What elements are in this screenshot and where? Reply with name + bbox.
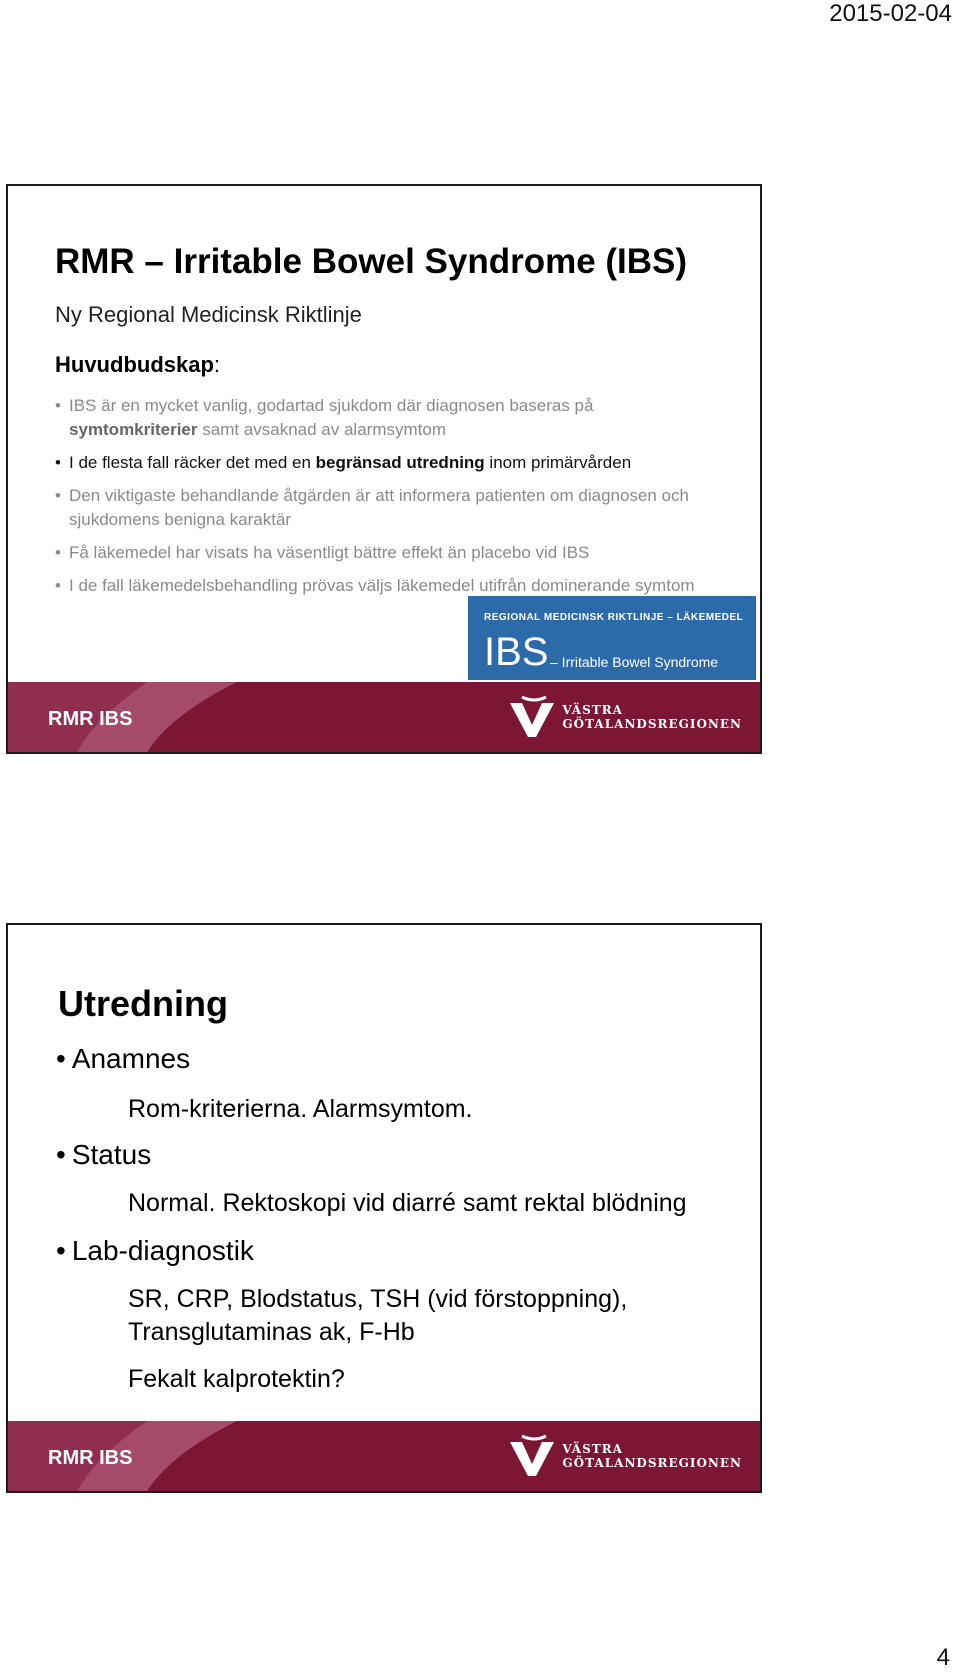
page-date: 2015-02-04	[829, 0, 952, 27]
list-item: • Den viktigaste behandlande åtgärden är att informera patienten om diagnosen och sjukdomens benigna karaktär	[55, 484, 705, 532]
key-message-list	[55, 394, 705, 607]
item-detail: Normal. Rektoskopi vid diarré samt rektal blödning	[128, 1189, 687, 1217]
item-lab-diagnostik: • Lab-diagnostik	[56, 1235, 254, 1267]
item-detail: SR, CRP, Blodstatus, TSH (vid förstoppning), Transglutaminas ak, F-Hb	[128, 1285, 628, 1346]
item-anamnes: • Anamnes	[56, 1043, 190, 1075]
list-item: • IBS är en mycket vanlig, godartad sjukdom där diagnosen baseras på symtomkriterier samt avsaknad av alarmsymtom	[55, 394, 705, 442]
vgr-logo-text: VÄSTRA GÖTALANDSREGIONEN	[562, 703, 742, 731]
list-item: • I de fall läkemedelsbehandling prövas väljs läkemedel utifrån dominerande symtom	[55, 574, 705, 598]
item-status: • Status	[56, 1139, 151, 1171]
slide-title: RMR – Irritable Bowel Syndrome (IBS)	[55, 242, 688, 281]
ibs-guideline-banner	[468, 596, 756, 680]
item-detail: Fekalt kalprotektin?	[128, 1365, 345, 1393]
slide-title: Utredning	[58, 983, 228, 1024]
vgr-mark-icon	[508, 1434, 556, 1478]
slide-ibs-overview	[6, 184, 762, 754]
vgr-mark-icon	[508, 695, 556, 739]
banner-subtitle: – Irritable Bowel Syndrome	[550, 654, 719, 670]
slide-footer	[8, 1421, 760, 1491]
list-item: • Få läkemedel har visats ha väsentligt bättre effekt än placebo vid IBS	[55, 541, 705, 565]
key-message-heading: Huvudbudskap:	[55, 352, 221, 377]
item-detail: Rom-kriterierna. Alarmsymtom.	[128, 1095, 473, 1123]
vgr-logo	[508, 1433, 742, 1479]
slide-utredning	[6, 923, 762, 1493]
page-number: 4	[936, 1644, 950, 1671]
banner-heading: REGIONAL MEDICINSK RIKTLINJE – LÄKEMEDEL	[484, 612, 744, 623]
footer-label: RMR IBS	[48, 708, 133, 730]
vgr-logo	[508, 694, 742, 740]
banner-ibs: IBS	[484, 630, 549, 674]
footer-label: RMR IBS	[48, 1447, 133, 1469]
list-item: • I de flesta fall räcker det med en begränsad utredning inom primärvården	[55, 451, 705, 475]
slide-subtitle: Ny Regional Medicinsk Riktlinje	[55, 302, 362, 327]
vgr-logo-text: VÄSTRA GÖTALANDSREGIONEN	[562, 1442, 742, 1470]
slide-footer	[8, 682, 760, 752]
